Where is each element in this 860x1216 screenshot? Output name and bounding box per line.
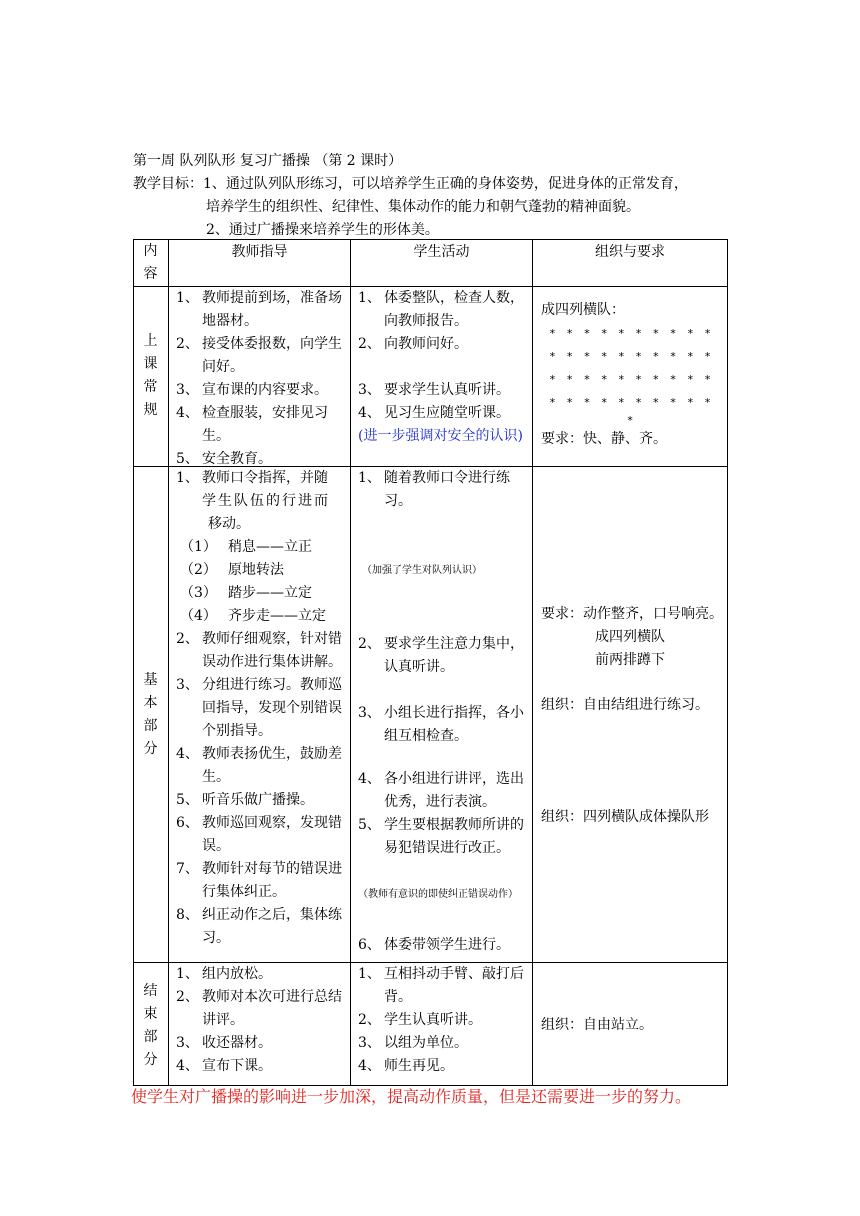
- objectives-label: 教学目标：: [133, 176, 203, 192]
- list-item: 1、 体委整队，检查人数，向教师报告。: [358, 290, 524, 329]
- formation-row: * * * * * * * * * *: [549, 396, 713, 409]
- list-item: 4、 宣布下课。: [176, 1058, 272, 1074]
- list-item: 4、 教师表扬优生，鼓励差生。: [176, 746, 342, 785]
- list-item: 2、 教师仔细观察，针对错误动作进行集体讲解。: [176, 631, 342, 670]
- header-organization: 组织与要求: [595, 244, 665, 260]
- objective-2: 2、通过广播操来培养学生的形体美。: [206, 222, 439, 238]
- list-item: （2） 原地转法: [180, 562, 284, 578]
- basic-student-1: [358, 467, 528, 513]
- list-item: 2、 向教师问好。: [358, 336, 468, 352]
- list-item: 1、 组内放松。: [176, 966, 272, 982]
- basic-teacher-list: 1、 教师口令指挥，并随 学生队伍的行进而 移动。 （1） 稍息——立正 （2） 原地转法 （3） 踏步——立定 （4） 齐步走——立定 2、 教师仔细观察，针对错误动作进行集体讲解。 3、 分组进行练习。教师巡回指导，发现个别错误个别指导。 4、 教师表扬优生，鼓励差生。 5、 听音乐做广播操。 6、 教师巡回观察，发现错误。 7、 教师针对每节的错误进行集体纠正。 8、 纠正动作之后，集体练习。: [176, 467, 346, 950]
- list-item: （4） 齐步走——立定: [180, 608, 326, 624]
- list-item: 3、 宣布课的内容要求。: [176, 382, 328, 398]
- list-item: 8、 纠正动作之后，集体练习。: [176, 907, 342, 946]
- list-item: 6、 体委带领学生进行。: [358, 937, 510, 953]
- list-item: 7、 教师针对每节的错误进行集体纠正。: [176, 861, 342, 900]
- header-teacher: 教师指导: [231, 244, 288, 260]
- list-item: 4、 师生再见。: [358, 1058, 454, 1074]
- basic-student-6: [358, 934, 528, 957]
- basic-formation-2: 前两排蹲下: [595, 652, 665, 668]
- routine-teacher-list: [176, 287, 346, 471]
- basic-student-3: [358, 702, 528, 748]
- end-organization: 组织：自由站立。: [541, 1017, 653, 1033]
- list-item: 3、 分组进行练习。教师巡回指导，发现个别错误个别指导。: [176, 677, 342, 739]
- header-student: 学生活动: [413, 244, 470, 260]
- list-item: 5、 听音乐做广播操。: [176, 792, 314, 808]
- formation-row: * * * * * * * * * *: [549, 327, 713, 340]
- basic-student-note-1: （加强了学生对队列认识）: [362, 565, 482, 576]
- section-basic-label: 基 本 部 分: [143, 672, 158, 757]
- list-item: 1、 教师提前到场，准备场地器材。: [176, 290, 342, 329]
- section-routine-label: 上 课 常 规: [143, 333, 158, 418]
- list-item: 4、 见习生应随堂听课。: [358, 405, 510, 421]
- end-student-list: [358, 963, 528, 1078]
- list-item: （3） 踏步——立定: [180, 585, 312, 601]
- section-end-label: 结 束 部 分: [143, 983, 158, 1068]
- reflection-note: 使学生对广播操的影响进一步加深，提高动作质量，但是还需要进一步的努力。: [131, 1087, 692, 1106]
- list-item: 6、 教师巡回观察，发现错误。: [176, 815, 342, 854]
- list-item: 2、 教师对本次可进行总结讲评。: [176, 989, 342, 1028]
- objective-1b: 培养学生的组织性、纪律性、集体动作的能力和朝气蓬勃的精神面貌。: [206, 199, 640, 215]
- list-item: 4、 各小组进行讲评，选出优秀，进行表演。: [358, 771, 524, 810]
- safety-note: (进一步强调对安全的认识): [358, 428, 523, 444]
- basic-student-4: [358, 768, 528, 860]
- basic-formation-1: 成四列横队: [595, 629, 665, 645]
- list-item: 1、 随着教师口令进行练习。: [358, 470, 510, 509]
- routine-student-list-2: [358, 379, 528, 448]
- basic-organization-gym: 组织：四列横队成体操队形: [541, 809, 709, 825]
- basic-student-note-2: （教师有意识的即使纠正错误动作）: [358, 889, 518, 900]
- list-item: 5、 学生要根据教师所讲的易犯错误进行改正。: [358, 817, 524, 856]
- basic-student-2: [358, 633, 528, 679]
- routine-organization: [541, 299, 721, 451]
- list-item: 3、 收还器材。: [176, 1035, 272, 1051]
- objective-1a: 1、通过队列队形练习，可以培养学生正确的身体姿势，促进身体的正常发育，: [203, 176, 688, 192]
- list-item: 2、 学生认真听讲。: [358, 1012, 482, 1028]
- list-item: 1、 教师口令指挥，并随: [176, 470, 328, 486]
- list-item: 1、 互相抖动手臂、敲打后背。: [358, 966, 524, 1005]
- list-item: 2、 要求学生注意力集中，认真听讲。: [358, 636, 524, 675]
- end-teacher-list: [176, 963, 346, 1078]
- lesson-title: 第一周 队列队形 复习广播操 （第 2 课时）: [133, 153, 403, 169]
- list-item: 3、 小组长进行指挥，各小组互相检查。: [358, 705, 524, 744]
- header-section: 内 容: [143, 243, 158, 282]
- formation-row: * * * * * * * * * *: [549, 350, 713, 363]
- formation-row: *: [626, 414, 636, 427]
- list-item: 4、 检查服装，安排见习生。: [176, 405, 328, 444]
- list-item: 5、 安全教育。: [176, 451, 272, 467]
- basic-organization-group: 组织：自由结组进行练习。: [541, 697, 709, 713]
- list-item: 3、 要求学生认真听讲。: [358, 382, 510, 398]
- list-item: （1） 稍息——立正: [180, 539, 312, 555]
- routine-student-list: [358, 287, 528, 356]
- list-item: 2、 接受体委报数，向学生问好。: [176, 336, 342, 375]
- formation-row: * * * * * * * * * *: [549, 373, 713, 386]
- formation-title: 成四列横队：: [541, 302, 625, 318]
- list-item: 3、 以组为单位。: [358, 1035, 468, 1051]
- basic-requirement: 要求：动作整齐，口号响亮。: [541, 606, 723, 622]
- routine-requirement: 要求：快、静、齐。: [541, 431, 667, 447]
